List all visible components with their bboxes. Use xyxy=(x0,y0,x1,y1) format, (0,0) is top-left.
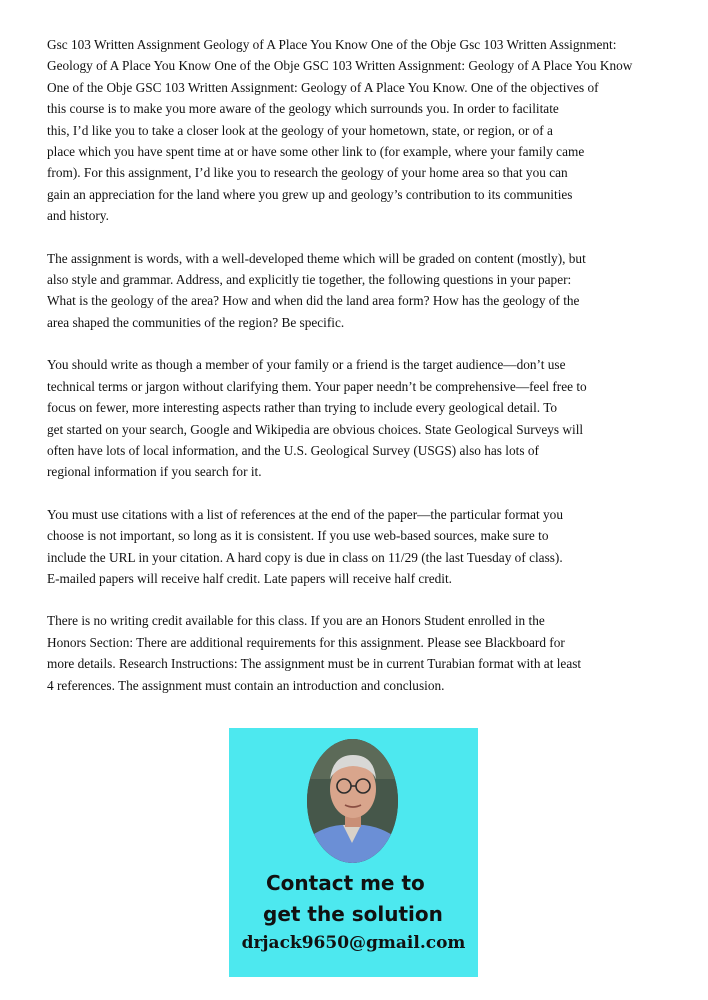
cta-line-1: Contact me to xyxy=(266,871,425,895)
text-line: area shaped the communities of the region? Be specific. xyxy=(47,314,345,330)
text-line: get started on your search, Google and Wikipedia are obvious choices. State Geological Surveys will xyxy=(47,421,584,437)
document-body xyxy=(47,34,697,717)
text-line: You should write as though a member of your family or a friend is the target audience—don’t use xyxy=(47,357,566,373)
text-line: this, I’d like you to take a closer look at the geology of your hometown, state, or region, or of a xyxy=(47,122,553,138)
text-line: gain an appreciation for the land where you grew up and geology’s contribution to its communities xyxy=(47,186,573,202)
text-line: include the URL in your citation. A hard copy is due in class on 11/29 (the last Tuesday of class). xyxy=(47,549,563,565)
paragraph xyxy=(47,34,697,227)
text-line: What is the geology of the area? How and when did the land area form? How has the geology of the xyxy=(47,293,580,309)
text-line: technical terms or jargon without clarifying them. Your paper needn’t be comprehensive—feel free to xyxy=(47,378,587,394)
text-line: regional information if you search for it. xyxy=(47,464,262,480)
text-line: E-mailed papers will receive half credit. Late papers will receive half credit. xyxy=(47,570,452,586)
text-line: Honors Section: There are additional requirements for this assignment. Please see Blackboard for xyxy=(47,634,565,650)
paragraph xyxy=(47,354,697,482)
text-line: 4 references. The assignment must contain an introduction and conclusion. xyxy=(47,677,445,693)
paragraph xyxy=(47,504,697,590)
text-line: from). For this assignment, I’d like you to research the geology of your home area so that you can xyxy=(47,165,568,181)
text-line: often have lots of local information, and the U.S. Geological Survey (USGS) also has lots of xyxy=(47,442,539,458)
author-portrait xyxy=(307,739,398,863)
paragraph xyxy=(47,248,697,334)
text-line: There is no writing credit available for this class. If you are an Honors Student enrolled in the xyxy=(47,613,545,629)
text-line: also style and grammar. Address, and explicitly tie together, the following questions in your paper: xyxy=(47,272,572,288)
text-line: more details. Research Instructions: The assignment must be in current Turabian format with at least xyxy=(47,656,582,672)
portrait-photo-icon xyxy=(307,739,398,863)
text-line: choose is not important, so long as it is consistent. If you use web-based sources, make sure to xyxy=(47,528,549,544)
text-line: Gsc 103 Written Assignment Geology of A Place You Know One of the Obje Gsc 103 Written Assignment: xyxy=(47,37,617,52)
contact-banner xyxy=(229,728,478,977)
text-line: You must use citations with a list of references at the end of the paper—the particular format you xyxy=(47,506,563,522)
text-line: this course is to make you more aware of the geology which surrounds you. In order to facilitate xyxy=(47,101,559,117)
text-line: focus on fewer, more interesting aspects rather than trying to include every geological detail. To xyxy=(47,400,558,416)
contact-email[interactable]: drjack9650@gmail.com xyxy=(241,933,466,953)
text-line: and history. xyxy=(47,208,109,224)
paragraph xyxy=(47,610,697,696)
cta-line-2: get the solution xyxy=(263,902,443,926)
text-line: Geology of A Place You Know One of the Obje GSC 103 Written Assignment: Geology of A Place You Know xyxy=(47,58,633,74)
text-line: One of the Obje GSC 103 Written Assignment: Geology of A Place You Know. One of the objectives of xyxy=(47,79,599,95)
text-line: The assignment is words, with a well-developed theme which will be graded on content (mostly), but xyxy=(47,250,586,266)
contact-cta xyxy=(229,868,478,930)
text-line: place which you have spent time at or have some other link to (for example, where your family came xyxy=(47,144,585,160)
